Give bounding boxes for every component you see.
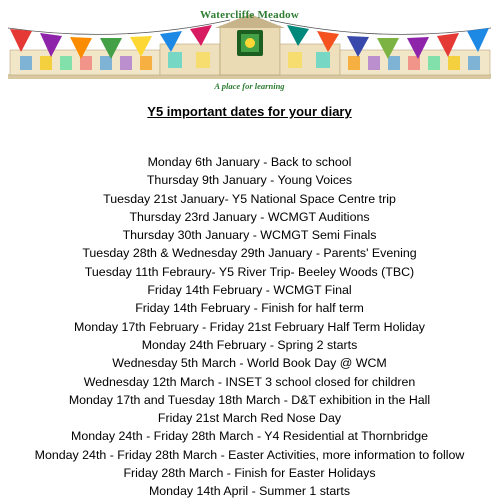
date-item: Friday 14th February - Finish for half term <box>135 301 364 316</box>
date-item: Monday 14th April - Summer 1 starts <box>148 484 351 499</box>
school-name: Watercliffe Meadow <box>199 9 299 21</box>
date-item: Thursday 30th January - WCMGT Semi Finals <box>122 228 377 243</box>
school-tagline: A place for learning <box>214 81 285 91</box>
dates-list <box>0 153 499 501</box>
date-item: Tuesday 11th Febraury- Y5 River Trip- Beeley Woods (TBC) <box>84 264 415 279</box>
date-item: Monday 6th January - Back to school <box>147 155 352 169</box>
date-item: Thursday 9th January - Young Voices <box>146 173 353 188</box>
date-item: Monday 24th - Friday 28th March - Y4 Residential at Thornbridge <box>71 429 428 444</box>
date-item: Thursday 23rd January - WCMGT Auditions <box>129 209 370 224</box>
date-item: Monday 24th - Friday 28th March - Easter Activities, more information to follow <box>34 447 465 462</box>
date-item: Wednesday 12th March - INSET 3 school closed for children <box>83 374 416 389</box>
date-item: Monday 17th and Tuesday 18th March - D&T exhibition in the Hall <box>68 392 431 407</box>
page-title: Y5 important dates for your diary <box>147 104 352 119</box>
date-item: Tuesday 28th & Wednesday 29th January - Parents' Evening <box>82 246 417 261</box>
date-item: Monday 24th February - Spring 2 starts <box>141 337 358 352</box>
date-item: Wednesday 5th March - World Book Day @ WCM <box>112 356 387 371</box>
date-item: Tuesday 21st January- Y5 National Space Centre trip <box>103 191 396 206</box>
school-banner <box>0 0 499 100</box>
date-item: Friday 28th March - Finish for Easter Holidays <box>123 466 376 481</box>
date-item: Monday 17th February - Friday 21st February Half Term Holiday <box>74 319 425 334</box>
date-item: Friday 14th February - WCMGT Final <box>147 283 352 298</box>
date-item: Friday 21st March Red Nose Day <box>157 411 342 426</box>
